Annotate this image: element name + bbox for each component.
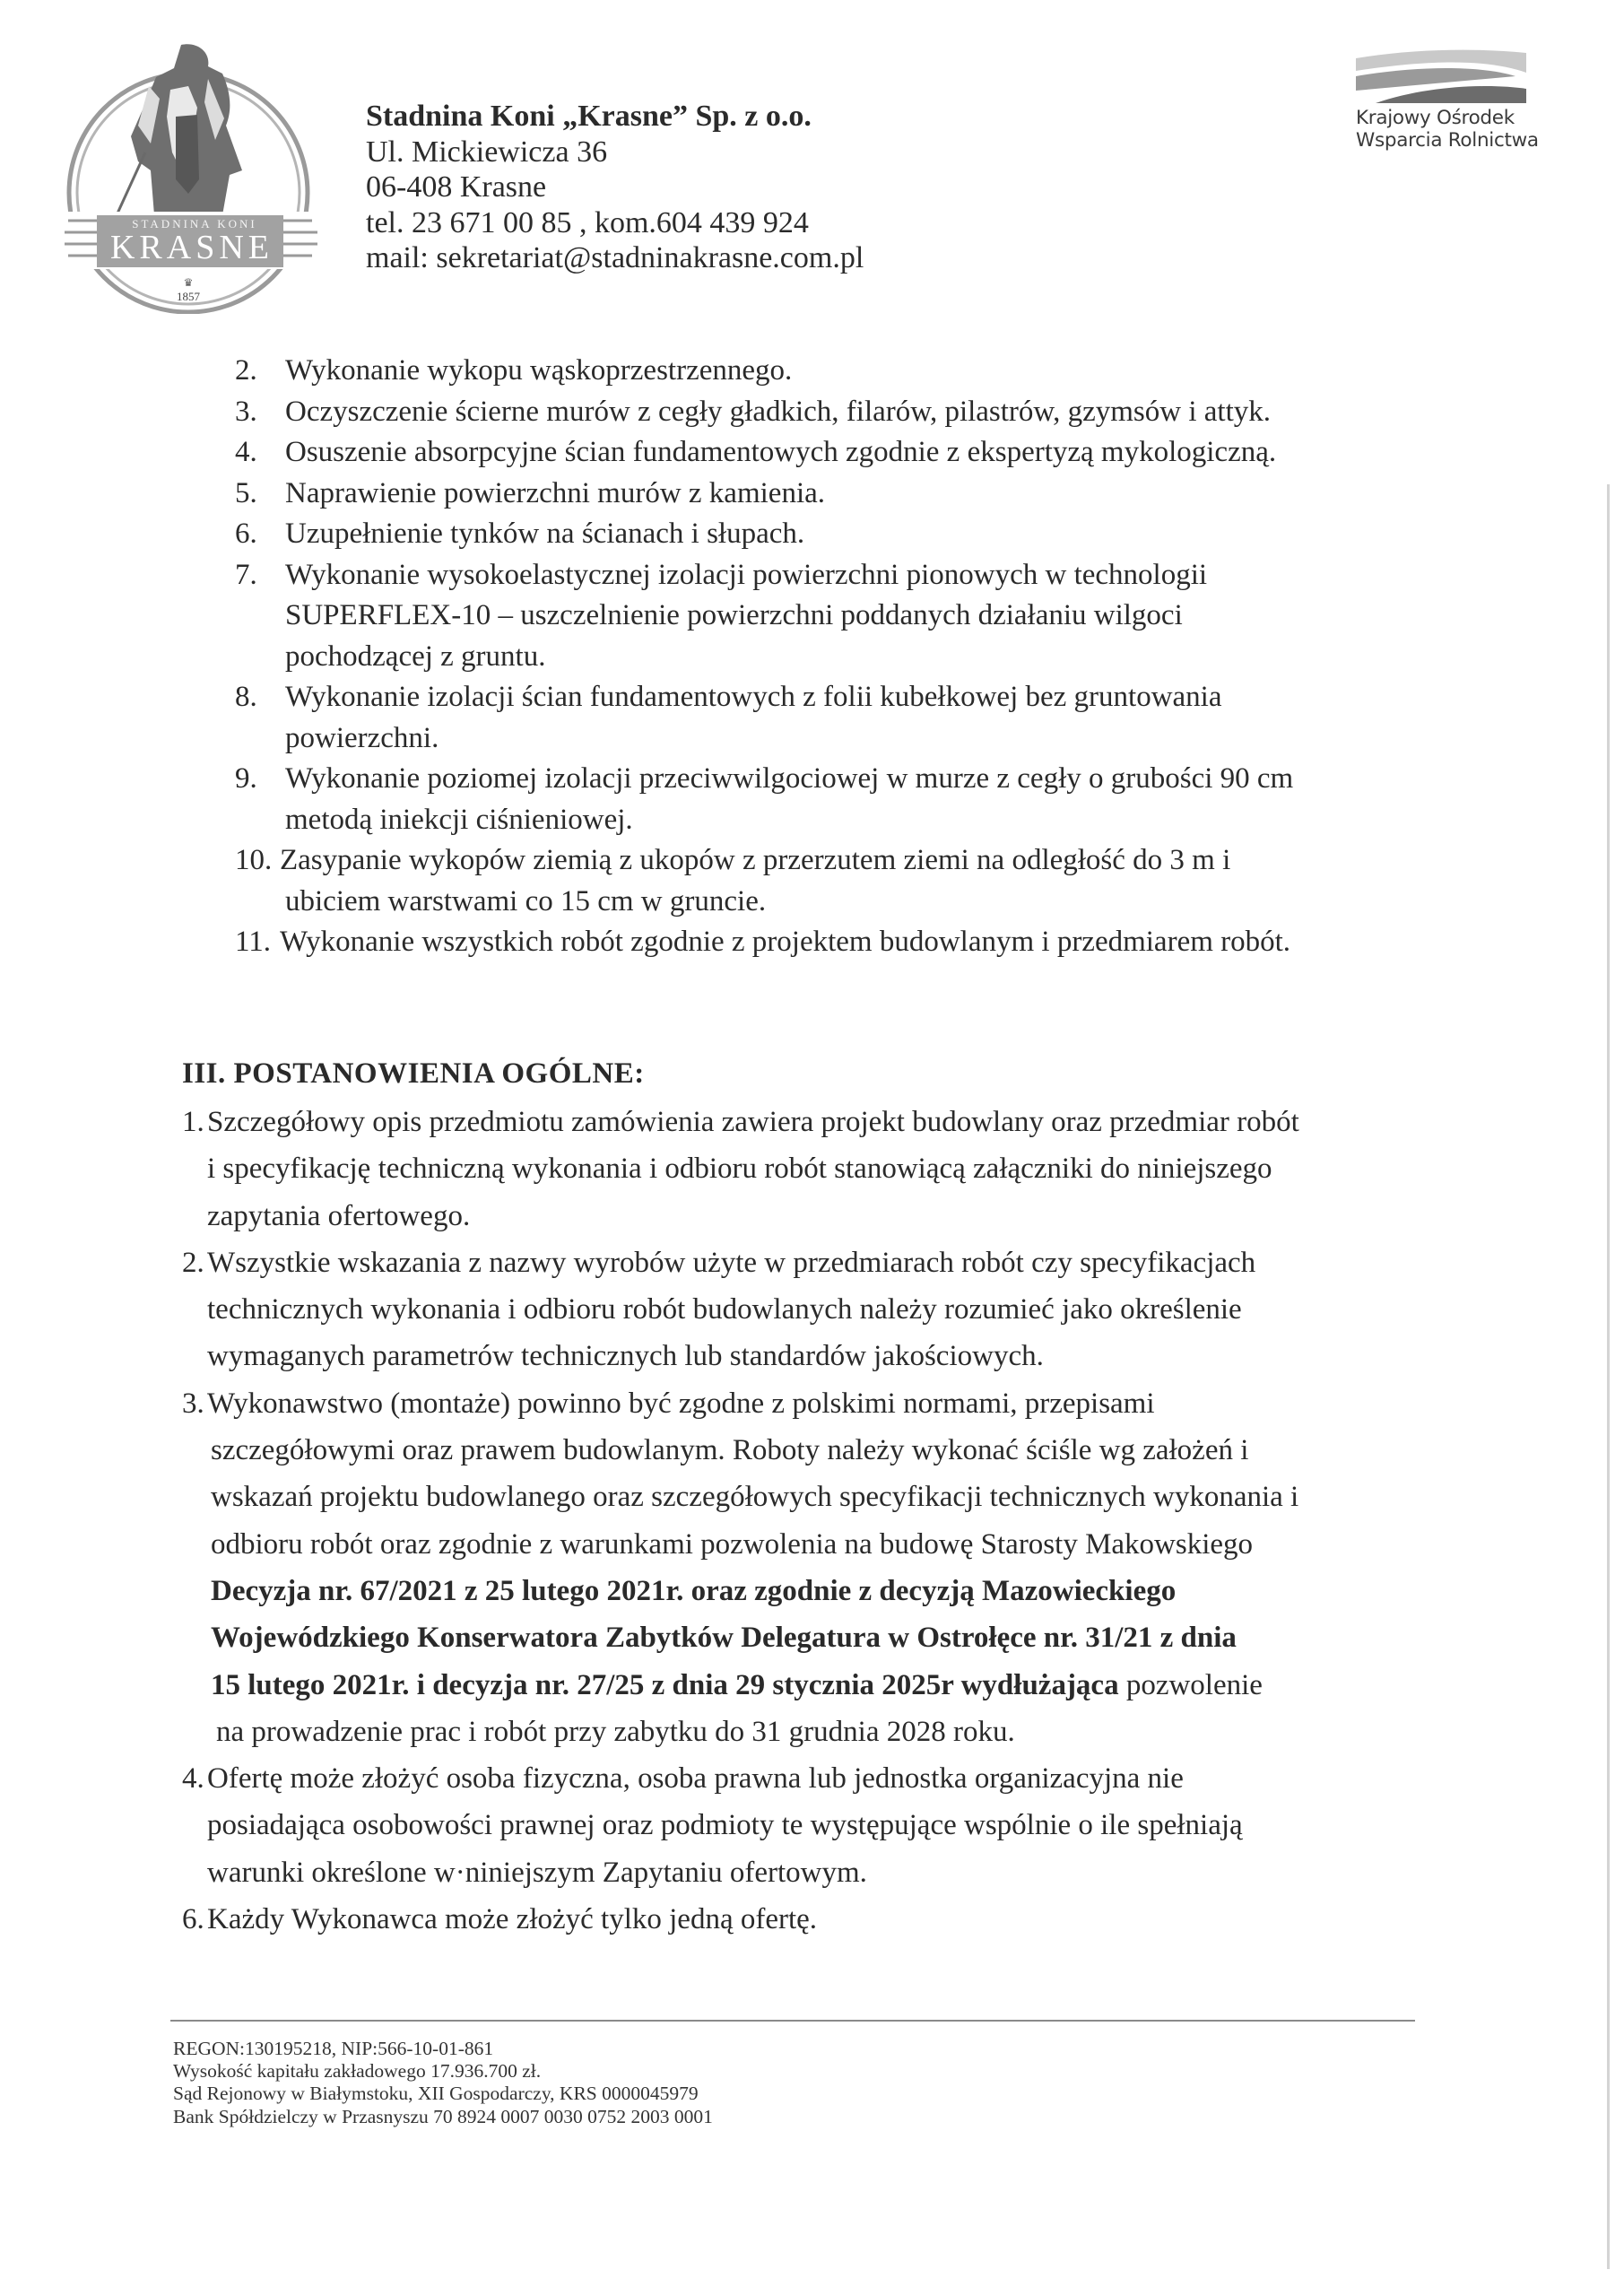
list-item-text: Uzupełnienie tynków na ścianach i słupach. — [285, 517, 805, 550]
provision-number: 6. — [182, 1903, 204, 1936]
decision-extension-bold: 15 lutego 2021r. i decyzja nr. 27/25 z dnia 29 stycznia 2025r wydłużająca — [211, 1668, 1119, 1701]
provision-text: Ofertę może złożyć osoba fizyczna, osoba prawna lub jednostka organizacyjna nie — [207, 1762, 1184, 1796]
decision-reference: Wojewódzkiego Konserwatora Zabytków Delegatura w Ostrołęce nr. 31/21 z dnia — [211, 1622, 1237, 1655]
company-registration-footer — [173, 2038, 713, 2128]
provision-number: 1. — [182, 1106, 204, 1138]
company-street: Ul. Mickiewicza 36 — [366, 135, 608, 169]
section-general-provisions — [182, 1054, 1455, 1943]
work-scope-list — [235, 351, 1490, 963]
logo-main-text: KRASNE — [109, 229, 274, 266]
horse-rider-emblem-icon — [63, 36, 323, 314]
decision-extension-normal: pozwolenie — [1118, 1668, 1263, 1701]
decision-reference: Decyzja nr. 67/2021 z 25 lutego 2021r. oraz zgodnie z decyzją Mazowieckiego — [211, 1574, 1177, 1607]
provision-text: Wykonawstwo (montaże) powinno być zgodne z polskimi normami, przepisami — [207, 1387, 1155, 1420]
list-item-number: 4. — [235, 436, 257, 468]
list-item-number: 9. — [235, 762, 257, 795]
kowr-logo — [1350, 45, 1538, 161]
provision-text: wymaganych parametrów technicznych lub standardów jakościowych. — [207, 1340, 1044, 1373]
list-item-text: metodą iniekcji ciśnieniowej. — [285, 803, 633, 836]
logo-year: 1857 — [177, 290, 200, 303]
provision-text: Wszystkie wskazania z nazwy wyrobów użyte w przedmiarach robót czy specyfikacjach — [207, 1246, 1256, 1279]
crown-icon: ♛ — [183, 276, 194, 289]
kowr-name-line2: Wsparcia Rolnictwa — [1356, 129, 1539, 152]
list-item-text: Naprawienie powierzchni murów z kamienia. — [285, 476, 826, 509]
list-item-text: pochodzącej z gruntu. — [285, 639, 546, 673]
provision-text: na prowadzenie prac i robót przy zabytku do 31 grudnia 2028 roku. — [216, 1715, 1015, 1748]
list-item-text: Oczyszczenie ścierne murów z cegły gładkich, filarów, pilastrów, gzymsów i attyk. — [285, 395, 1272, 428]
list-item — [235, 759, 1490, 840]
decision-extension-line — [207, 1662, 1455, 1709]
footer-divider — [170, 2020, 1415, 2022]
provision-text: wskazań projektu budowlanego oraz szczegółowych specyfikacji technicznych wykonania i — [211, 1481, 1299, 1514]
kowr-waves-icon — [1356, 48, 1544, 110]
provision-text: posiadająca osobowości prawnej oraz podmioty te występujące wspólnie o ile spełniają — [207, 1809, 1243, 1842]
provision-text: i specyfikację techniczną wykonania i odbioru robót stanowiącą załączniki do niniejszego — [207, 1152, 1272, 1186]
list-item-number: 6. — [235, 517, 257, 550]
provision-number: 2. — [182, 1246, 204, 1279]
list-item-number: 8. — [235, 681, 257, 713]
provision-item — [182, 1099, 1455, 1239]
provision-text: zapytania ofertowego. — [207, 1199, 471, 1232]
list-item — [235, 555, 1490, 678]
footer-court-krs: Sąd Rejonowy w Białymstoku, XII Gospodarczy, KRS 0000045979 — [173, 2083, 699, 2105]
list-item-text: Wykonanie wysokoelastycznej izolacji powierzchni pionowych w technologii — [285, 558, 1208, 591]
list-item — [235, 351, 1490, 392]
list-item-text: Wykonanie poziomej izolacji przeciwwilgociowej w murze z cegły o grubości 90 cm — [285, 762, 1294, 795]
company-address-block — [366, 99, 864, 276]
logo-arc-text: STADNINA KONI — [132, 217, 257, 230]
company-city: 06-408 Krasne — [366, 170, 547, 204]
section-heading: III. POSTANOWIENIA OGÓLNE: — [182, 1057, 645, 1090]
list-item-text: Wykonanie wszystkich robót zgodnie z projektem budowlanym i przedmiarem robót. — [280, 926, 1291, 958]
provision-item — [182, 1896, 1455, 1943]
list-item-number: 10. — [235, 844, 273, 876]
provision-item — [182, 1239, 1455, 1380]
footer-bank-account: Bank Spółdzielczy w Przasnyszu 70 8924 0007 0030 0752 2003 0001 — [173, 2105, 713, 2127]
list-item-text: Osuszenie absorpcyjne ścian fundamentowych zgodnie z ekspertyzą mykologiczną. — [285, 436, 1277, 468]
provision-number: 4. — [182, 1762, 204, 1796]
list-item — [235, 840, 1490, 922]
list-item-text: Wykonanie wykopu wąskoprzestrzennego. — [285, 354, 793, 387]
provision-number: 3. — [182, 1387, 204, 1420]
provision-item — [182, 1755, 1455, 1896]
provision-text: technicznych wykonania i odbioru robót budowlanych należy rozumieć jako określenie — [207, 1293, 1242, 1326]
company-email: mail: sekretariat@stadninakrasne.com.pl — [366, 241, 864, 274]
list-item-text: Wykonanie izolacji ścian fundamentowych z folii kubełkowej bez gruntowania — [285, 681, 1222, 713]
stadnina-krasne-logo — [63, 36, 323, 314]
kowr-name-line1: Krajowy Ośrodek — [1356, 107, 1515, 129]
company-name: Stadnina Koni „Krasne” Sp. z o.o. — [366, 100, 812, 133]
list-item-number: 5. — [235, 476, 257, 509]
list-item — [235, 392, 1490, 433]
list-item — [235, 677, 1490, 759]
list-item — [235, 922, 1490, 963]
list-item — [235, 432, 1490, 474]
list-item-number: 2. — [235, 354, 257, 387]
provision-text: Każdy Wykonawca może złożyć tylko jedną ofertę. — [207, 1903, 818, 1936]
provision-text: warunki określone w·niniejszym Zapytaniu ofertowym. — [207, 1856, 867, 1889]
provision-item — [182, 1380, 1455, 1755]
provision-text: odbioru robót oraz zgodnie z warunkami pozwolenia na budowę Starosty Makowskiego — [211, 1527, 1254, 1561]
scan-artifact-line — [1607, 484, 1610, 2269]
list-item-number: 11. — [235, 926, 272, 958]
footer-capital: Wysokość kapitału zakładowego 17.936.700 zł. — [173, 2060, 542, 2083]
list-item — [235, 514, 1490, 555]
list-item-number: 7. — [235, 558, 257, 591]
list-item-text: powierzchni. — [285, 721, 439, 754]
footer-regon-nip: REGON:130195218, NIP:566-10-01-861 — [173, 2038, 494, 2059]
list-item-text: ubiciem warstwami co 15 cm w gruncie. — [285, 884, 767, 918]
list-item-text: Zasypanie wykopów ziemią z ukopów z przerzutem ziemi na odległość do 3 m i — [280, 844, 1231, 876]
list-item-text: SUPERFLEX-10 – uszczelnienie powierzchni poddanych działaniu wilgoci — [285, 599, 1183, 631]
list-item — [235, 474, 1490, 515]
provision-text: szczegółowymi oraz prawem budowlanym. Roboty należy wykonać ściśle wg założeń i — [211, 1434, 1249, 1467]
list-item-number: 3. — [235, 395, 257, 428]
company-phone: tel. 23 671 00 85 , kom.604 439 924 — [366, 205, 809, 239]
provision-text: Szczegółowy opis przedmiotu zamówienia zawiera projekt budowlany oraz przedmiar robót — [207, 1106, 1299, 1138]
